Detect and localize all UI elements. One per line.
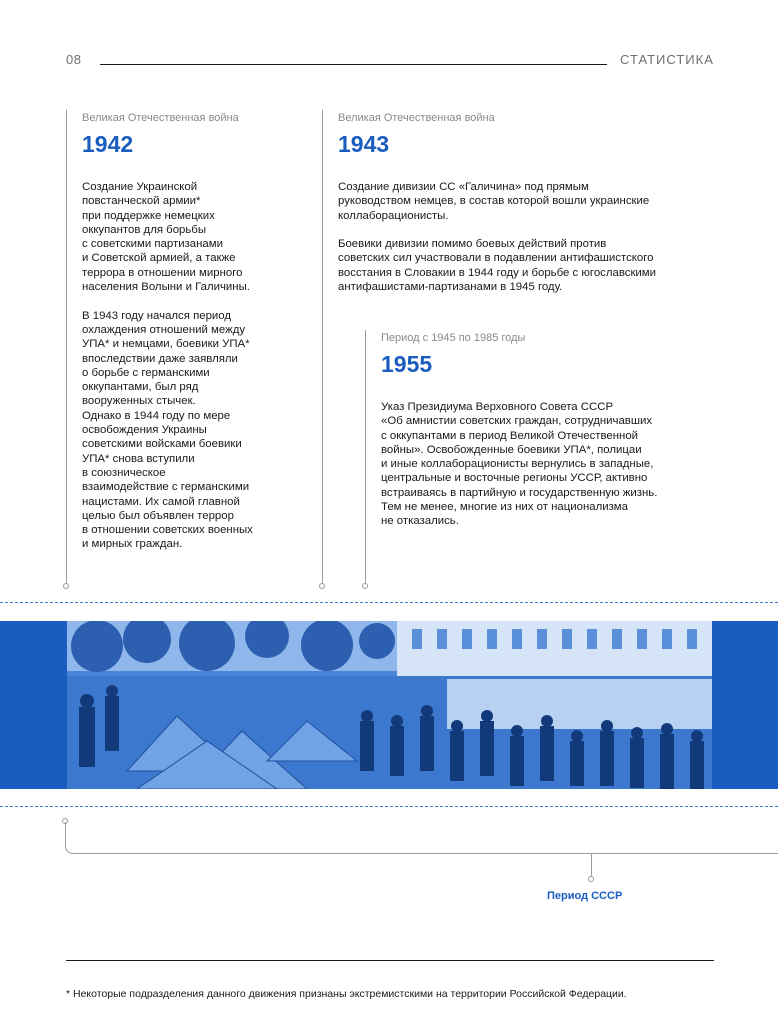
period-connector-dot xyxy=(588,876,594,882)
protest-photo xyxy=(67,621,712,789)
timeline-dot-1943 xyxy=(319,583,325,589)
entry-year: 1943 xyxy=(338,131,390,157)
section-title: СТАТИСТИКА xyxy=(620,52,714,67)
entry-paragraph: Указ Президиума Верховного Совета СССР «Об амнистии советских граждан, сотрудничавших с оккупантами в период Великой Отечественной войны». Освобожденные боевики УПА*, полицаи и иные коллаборационисты вернулись в западные, центральные и восточные регионы УССР, активно встраиваясь в партийную и государственную жизнь. Тем не менее, многие из них от национализма не отказались. xyxy=(381,401,658,528)
entry-text-1942 xyxy=(82,180,307,566)
entry-paragraph: Создание дивизии СС «Галичина» под прямым руководством немцев, в состав которой вошли украинские коллаборационисты. xyxy=(338,181,650,222)
entry-text-1943 xyxy=(338,180,718,309)
dashed-divider-top xyxy=(0,602,778,603)
entry-text-1955 xyxy=(381,400,721,543)
entry-era: Период с 1945 по 1985 годы xyxy=(381,332,526,344)
page-number: 08 xyxy=(66,52,82,67)
timeline-dot-1955 xyxy=(362,583,368,589)
entry-paragraph: В 1943 году начался период охлаждения отношений между УПА* и немцами, боевики УПА* впоследствии даже заявляли о борьбе с германскими оккупантами, был ряд вооруженных стычек. Однако в 1944 году по мере освобождения Украины советскими войсками боевики УПА* снова вступили в союзническое взаимодействие с германскими нацистами. Их самой главной целью был объявлен террор в отношении советских военных и мирных граждан. xyxy=(82,309,253,551)
entry-paragraph: Боевики дивизии помимо боевых действий против советских сил участвовали в подавлении антифашистского восстания в Словакии в 1944 году и борьбе с югославскими антифашистами-партизанами в 1945 году. xyxy=(338,238,656,294)
entry-era: Великая Отечественная война xyxy=(82,112,239,124)
dashed-divider-bottom xyxy=(0,806,778,807)
period-label: Период СССР xyxy=(547,890,623,902)
footer-rule xyxy=(66,960,714,961)
entry-era: Великая Отечественная война xyxy=(338,112,495,124)
entry-paragraph: Создание Украинской повстанческой армии* при поддержке немецких оккупантов для борьбы с советскими партизанами и Советской армией, а также террора в отношении мирного населения Волыни и Галичины. xyxy=(82,181,250,294)
footnote: * Некоторые подразделения данного движения признаны экстремистскими на территории Российской Федерации. xyxy=(66,988,627,1000)
timeline-line-1943 xyxy=(322,110,323,583)
entry-year: 1942 xyxy=(82,131,134,157)
timeline-bracket xyxy=(65,822,778,854)
timeline-line-1942 xyxy=(66,110,67,583)
timeline-line-1955 xyxy=(365,330,366,583)
period-connector-line xyxy=(591,854,592,878)
header-rule xyxy=(100,64,607,65)
timeline-dot-1942 xyxy=(63,583,69,589)
entry-year: 1955 xyxy=(381,351,433,377)
